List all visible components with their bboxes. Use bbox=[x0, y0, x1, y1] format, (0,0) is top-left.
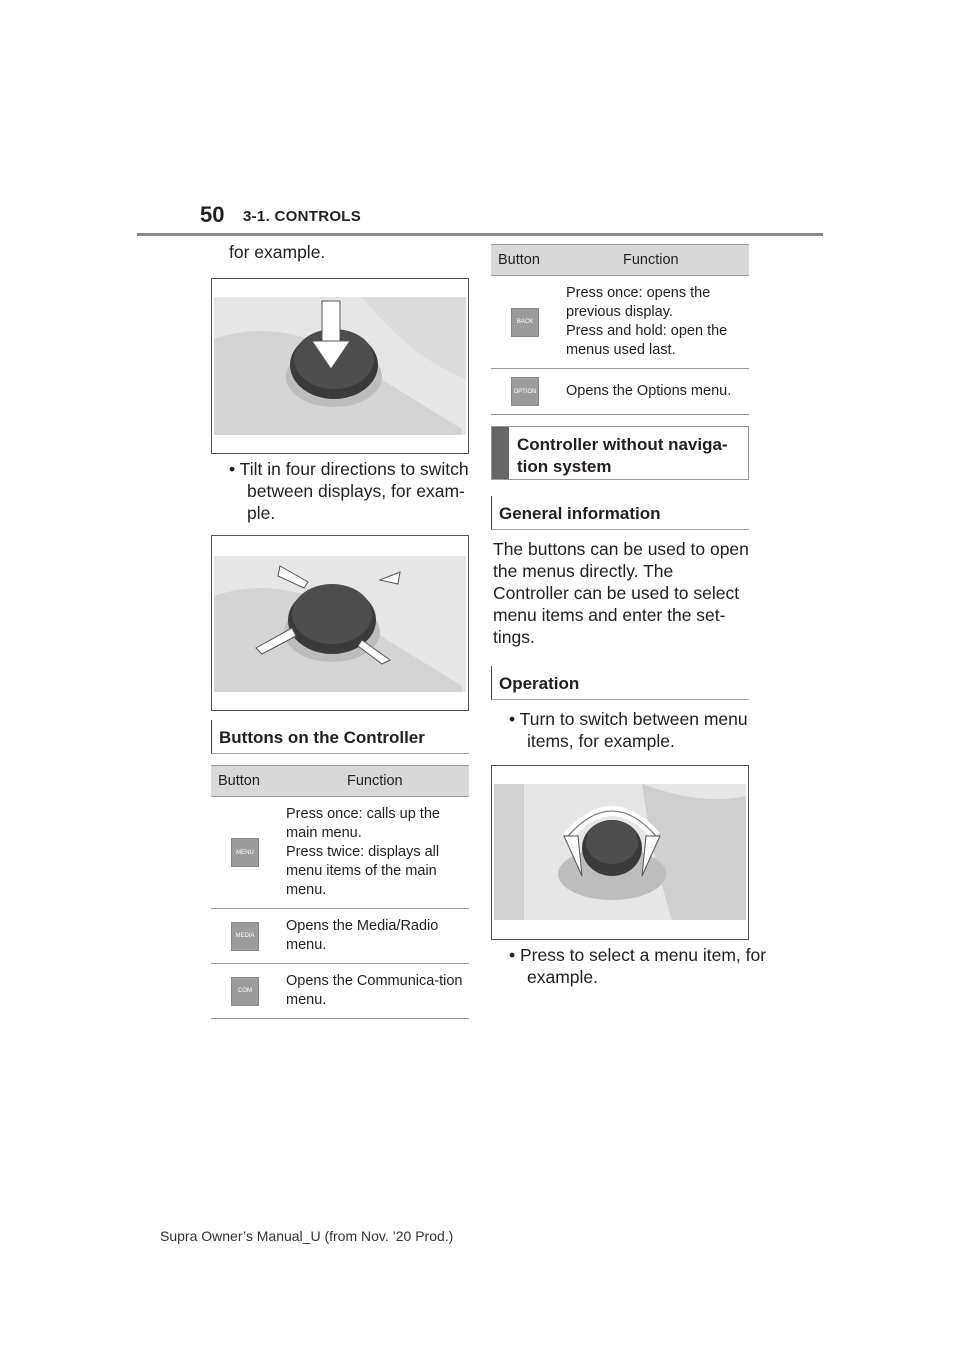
figure-tilt-controller bbox=[211, 535, 469, 711]
col-header-function: Function bbox=[563, 245, 749, 276]
buttons-table-right bbox=[491, 244, 749, 415]
function-text: Opens the Media/Radio menu. bbox=[283, 909, 469, 964]
media-button-icon: MEDIA bbox=[231, 922, 259, 951]
function-text: Press once: opens the previous display. Press and hold: open the menus used last. bbox=[563, 276, 749, 369]
heading-operation: Operation bbox=[491, 666, 749, 700]
section-title: 3-1. CONTROLS bbox=[243, 208, 362, 225]
header-divider bbox=[137, 233, 823, 236]
col-header-button: Button bbox=[491, 245, 563, 276]
page-number: 50 bbox=[200, 202, 225, 227]
figure-turn-controller bbox=[491, 765, 749, 940]
heading-buttons-on-controller: Buttons on the Controller bbox=[211, 720, 469, 754]
bullet-turn: • Turn to switch between menu items, for example. bbox=[509, 709, 748, 751]
intro-text: for example. bbox=[229, 242, 326, 262]
box-heading-controller-without-nav bbox=[491, 426, 749, 480]
buttons-table-left bbox=[211, 765, 469, 1019]
back-button-icon: BACK bbox=[511, 308, 539, 337]
function-text: Press once: calls up the main menu. Press twice: displays all menu items of the main menu. bbox=[283, 797, 469, 909]
function-text: Opens the Communica-tion menu. bbox=[283, 964, 469, 1019]
heading-general-information: General information bbox=[491, 496, 749, 530]
function-text: Opens the Options menu. bbox=[563, 369, 749, 415]
menu-button-icon: MENU bbox=[231, 838, 259, 867]
col-header-button: Button bbox=[211, 766, 283, 797]
bullet-press: • Press to select a menu item, for example. bbox=[509, 945, 767, 987]
com-button-icon: COM bbox=[231, 977, 259, 1006]
bullet-tilt: • Tilt in four directions to switch between displays, for exam-ple. bbox=[229, 459, 469, 523]
box-heading-text: Controller without naviga-tion system bbox=[517, 435, 728, 476]
footer-text: Supra Owner’s Manual_U (from Nov. ’20 Prod.) bbox=[160, 1228, 454, 1244]
general-information-text: The buttons can be used to open the menus directly. The Controller can be used to select menu items and enter the set-tings. bbox=[493, 539, 749, 647]
col-header-function: Function bbox=[283, 766, 469, 797]
option-button-icon: OPTION bbox=[511, 377, 539, 406]
heading-bar bbox=[492, 427, 509, 479]
figure-press-controller bbox=[211, 278, 469, 454]
